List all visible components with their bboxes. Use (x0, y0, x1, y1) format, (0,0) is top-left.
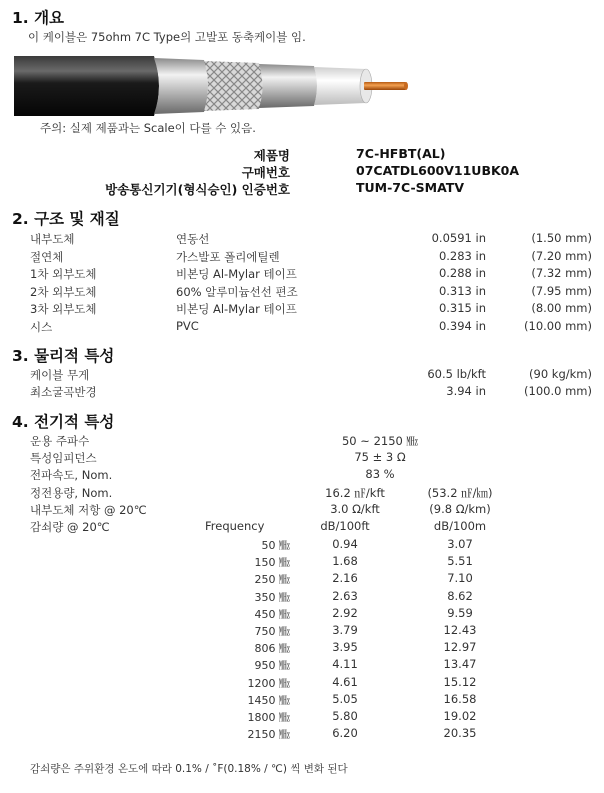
structure-row-part: 2차 외부도체 (30, 284, 97, 299)
structure-row-inch: 0.315 in (438, 301, 486, 315)
structure-row-part: 절연체 (30, 249, 64, 264)
structure-row-part: 내부도체 (30, 232, 75, 246)
attenuation-row-db-100m: 12.97 (443, 640, 477, 655)
structure-row-inch: 0.288 in (438, 266, 486, 280)
structure-row-material: 가스발포 폴리에틸렌 (176, 249, 280, 264)
attenuation-row-db-100m: 20.35 (443, 726, 477, 741)
attenuation-label: 감쇠량 @ 20℃ (30, 520, 110, 534)
capacitance-label: 정전용량, Nom. (30, 486, 113, 500)
structure-row-inch: 0.313 in (438, 283, 486, 298)
attenuation-row-frequency: 50 ㎒ (261, 539, 290, 552)
part-number-label: 구매번호 (241, 165, 290, 180)
attenuation-row-db-100m: 3.07 (447, 537, 473, 551)
structure-row-mm: (7.20 mm) (531, 248, 592, 263)
attenuation-row-db-100ft: 4.11 (332, 657, 358, 672)
attenuation-row-db-100ft: 3.95 (332, 640, 358, 655)
cable-cross-section-image (14, 48, 414, 124)
physical-row-label: 케이블 무게 (30, 368, 90, 382)
certification-value: TUM-7C-SMATV (356, 180, 464, 195)
cable-jacket (14, 56, 159, 116)
certification-label: 방송통신기기(형식승인) 인증번호 (105, 182, 290, 197)
attenuation-row-db-100m: 9.59 (447, 605, 473, 620)
structure-row-part: 시스 (30, 319, 53, 334)
cable-center-conductor (364, 82, 406, 90)
attenuation-row-frequency: 1800 ㎒ (247, 711, 290, 724)
product-name-value: 7C-HFBT(AL) (356, 146, 446, 161)
physical-row-metric: (100.0 mm) (524, 384, 592, 398)
impedance-value: 75 ± 3 Ω (354, 450, 406, 464)
cable-braid (204, 61, 263, 111)
attenuation-row-frequency: 150 ㎒ (254, 556, 290, 570)
attenuation-footnote: 감쇠량은 주위환경 온도에 따라 0.1% / ˚F(0.18% / ℃) 씩 변화 된다 (30, 763, 348, 775)
overview-description: 이 케이블은 75ohm 7C Type의 고발포 동축케이블 임. (28, 30, 306, 44)
scale-note: 주의: 실제 제품과는 Scale이 다를 수 있음. (40, 121, 256, 135)
attenuation-row-frequency: 950 ㎒ (254, 659, 290, 673)
structure-row-material: 비본딩 Al-Mylar 테이프 (176, 267, 297, 281)
frequency-range-label: 운용 주파수 (30, 434, 90, 448)
attenuation-row-db-100ft: 2.63 (332, 588, 358, 603)
physical-row-metric: (90 kg/km) (529, 367, 592, 381)
attenuation-row-frequency: 806 ㎒ (254, 642, 290, 656)
attenuation-row-db-100m: 13.47 (443, 657, 477, 672)
structure-row-part: 3차 외부도체 (30, 302, 97, 316)
attenuation-row-db-100ft: 1.68 (332, 554, 358, 569)
cable-outer-foil (154, 58, 208, 114)
structure-row-mm: (8.00 mm) (531, 301, 592, 315)
attenuation-row-frequency: 1450 ㎒ (247, 693, 290, 707)
attenuation-row-db-100ft: 2.92 (332, 605, 358, 620)
structure-row-inch: 0.394 in (438, 318, 486, 333)
resistance-label: 내부도체 저항 @ 20℃ (30, 503, 147, 517)
physical-row-imperial: 60.5 lb/kft (427, 367, 486, 381)
section-heading-structure: 2. 구조 및 재질 (12, 210, 120, 228)
attenuation-row-frequency: 750 ㎒ (254, 625, 290, 638)
attenuation-row-db-100m: 15.12 (443, 674, 477, 689)
attenuation-row-db-100m: 12.43 (443, 623, 477, 637)
attenuation-row-db-100ft: 5.80 (332, 709, 358, 723)
structure-row-mm: (1.50 mm) (531, 231, 592, 245)
attenuation-row-db-100ft: 3.79 (332, 623, 358, 637)
structure-row-part: 1차 외부도체 (30, 267, 97, 281)
part-number-value: 07CATDL600V11UBK0A (356, 163, 520, 178)
velocity-label: 전파속도, Nom. (30, 468, 113, 482)
structure-row-mm: (7.32 mm) (531, 266, 592, 280)
attenuation-row-db-100ft: 0.94 (332, 537, 358, 551)
attenuation-row-frequency: 350 ㎒ (254, 590, 290, 604)
frequency-range-value: 50 ~ 2150 ㎒ (341, 434, 418, 448)
structure-row-mm: (7.95 mm) (531, 283, 592, 298)
attenuation-row-db-100ft: 5.05 (332, 691, 358, 706)
attenuation-row-frequency: 250 ㎒ (254, 573, 290, 587)
structure-row-inch: 0.283 in (438, 248, 486, 263)
section-heading-physical: 3. 물리적 특성 (12, 347, 115, 365)
attenuation-row-db-100ft: 2.16 (332, 571, 358, 586)
structure-row-material: 연동선 (176, 232, 210, 246)
attenuation-col-db-100m: dB/100m (433, 519, 487, 533)
capacitance-metric: (53.2 ㎋/㎞) (427, 486, 493, 500)
attenuation-row-db-100ft: 6.20 (332, 726, 358, 741)
cable-inner-foil (259, 64, 317, 108)
physical-row-label: 최소굴곡반경 (30, 385, 97, 399)
velocity-value: 83 % (365, 467, 395, 481)
section-heading-overview: 1. 개요 (12, 9, 65, 27)
capacitance-imperial: 16.2 ㎋/kft (325, 486, 385, 500)
structure-row-material: 비본딩 Al-Mylar 테이프 (176, 302, 297, 316)
product-name-label: 제품명 (253, 148, 290, 163)
structure-row-material: PVC (176, 318, 199, 333)
attenuation-row-frequency: 2150 ㎒ (247, 728, 290, 742)
attenuation-row-db-100m: 8.62 (447, 588, 473, 603)
resistance-metric: (9.8 Ω/km) (429, 502, 491, 516)
attenuation-row-db-100m: 19.02 (443, 709, 477, 723)
attenuation-row-db-100m: 16.58 (443, 691, 477, 706)
attenuation-col-db-100ft: dB/100ft (320, 519, 370, 533)
section-heading-electrical: 4. 전기적 특성 (12, 413, 115, 431)
attenuation-row-frequency: 1200 ㎒ (247, 676, 290, 690)
structure-row-material: 60% 알루미늄선선 편조 (176, 284, 298, 299)
structure-row-mm: (10.00 mm) (524, 318, 592, 333)
attenuation-row-db-100m: 7.10 (447, 571, 473, 586)
attenuation-row-frequency: 450 ㎒ (254, 607, 290, 621)
resistance-imperial: 3.0 Ω/kft (330, 502, 380, 516)
attenuation-col-frequency: Frequency (205, 519, 265, 533)
impedance-label: 특성임피던스 (30, 451, 97, 465)
physical-row-imperial: 3.94 in (446, 384, 486, 398)
structure-row-inch: 0.0591 in (431, 231, 486, 245)
attenuation-row-db-100ft: 4.61 (332, 674, 358, 689)
attenuation-row-db-100m: 5.51 (447, 554, 473, 569)
